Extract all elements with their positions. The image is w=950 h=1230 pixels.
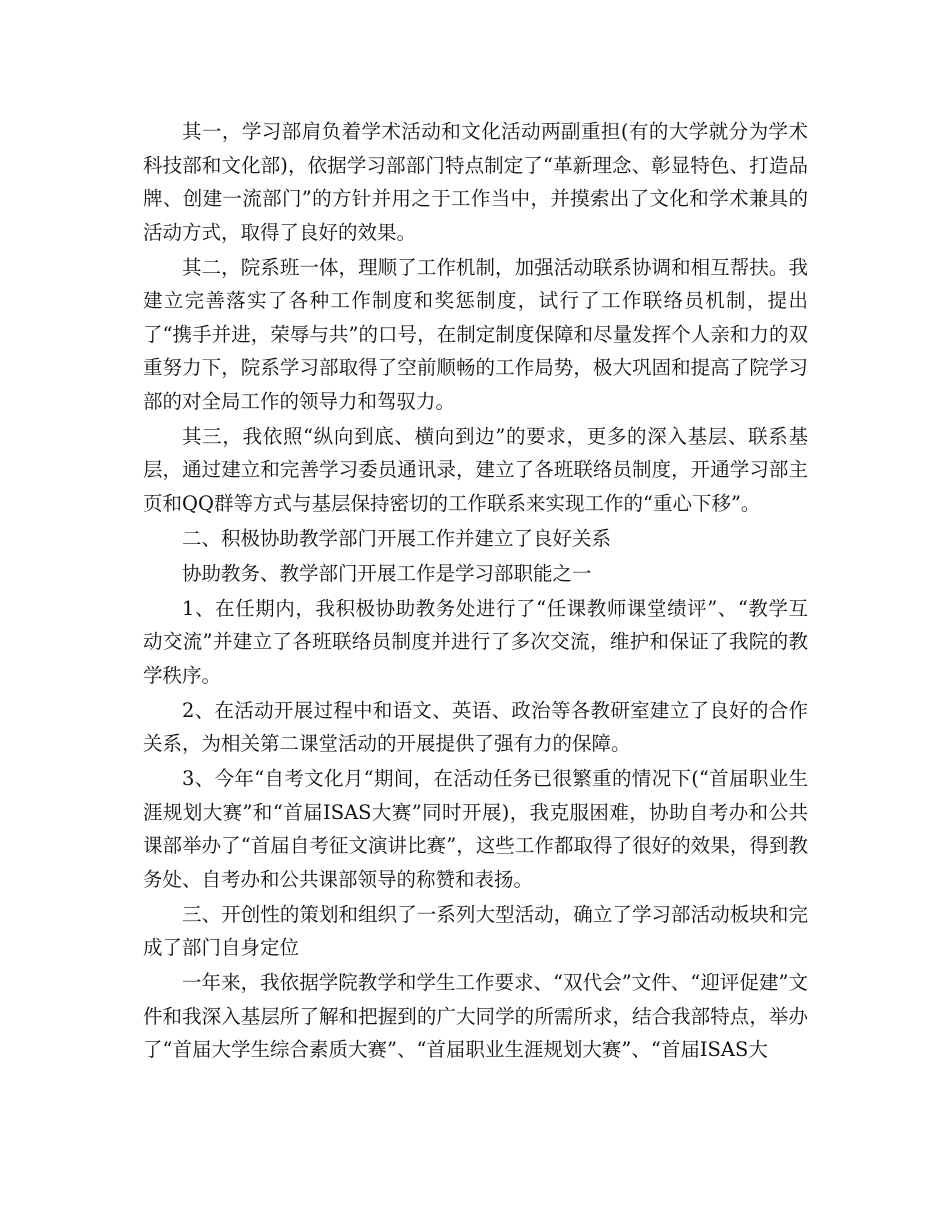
paragraph-3: 其三，我依照“纵向到底、横向到边”的要求，更多的深入基层、联系基层，通过建立和完善学习委员通讯录，建立了各班联络员制度，开通学习部主页和QQ群等方式与基层保持密切的工作联系来实现工作的“重心下移”。 bbox=[143, 424, 808, 515]
section-heading-3: 三、开创性的策划和组织了一系列大型活动，确立了学习部活动板块和完成了部门自身定位 bbox=[143, 902, 808, 959]
section-heading-2: 二、积极协助教学部门开展工作并建立了良好关系 bbox=[182, 526, 612, 550]
paragraph-4: 协助教务、教学部门开展工作是学习部职能之一 bbox=[182, 561, 592, 585]
list-item-2: 2、在活动开展过程中和语文、英语、政治等各教研室建立了良好的合作关系，为相关第二课堂活动的开展提供了强有力的保障。 bbox=[143, 698, 808, 755]
list-item-3: 3、今年“自考文化月“期间，在活动任务已很繁重的情况下(“首届职业生涯规划大赛”和“首届ISAS大赛”同时开展)，我克服困难，协助自考办和公共课部举办了“首届自考征文演讲比赛”，这些工作都取得了很好的效果，得到教务处、自考办和公共课部领导的称赞和表扬。 bbox=[143, 767, 808, 891]
paragraph-5: 一年来，我依据学院教学和学生工作要求、“双代会”文件、“迎评促建”文件和我深入基层所了解和把握到的广大同学的所需所求，结合我部特点，举办了“首届大学生综合素质大赛”、“首届职业生涯规划大赛”、“首届ISAS大 bbox=[143, 971, 808, 1061]
paragraph-1: 其一，学习部肩负着学术活动和文化活动两副重担(有的大学就分为学术科技部和文化部)，依据学习部部门特点制定了“革新理念、彰显特色、打造品牌、创建一流部门”的方针并用之于工作当中，并摸索出了文化和学术兼具的活动方式，取得了良好的效果。 bbox=[143, 120, 808, 244]
paragraph-2: 其二，院系班一体，理顺了工作机制，加强活动联系协调和相互帮扶。我建立完善落实了各种工作制度和奖惩制度，试行了工作联络员机制，提出了“携手并进，荣辱与共”的口号，在制定制度保障和尽量发挥个人亲和力的双重努力下，院系学习部取得了空前顺畅的工作局势，极大巩固和提高了院学习部的对全局工作的领导力和驾驭力。 bbox=[143, 255, 808, 413]
list-item-1: 1、在任期内，我积极协助教务处进行了“任课教师课堂绩评”、“教学互动交流”并建立了各班联络员制度并进行了多次交流，维护和保证了我院的教学秩序。 bbox=[143, 596, 808, 687]
document-body bbox=[143, 115, 808, 1068]
